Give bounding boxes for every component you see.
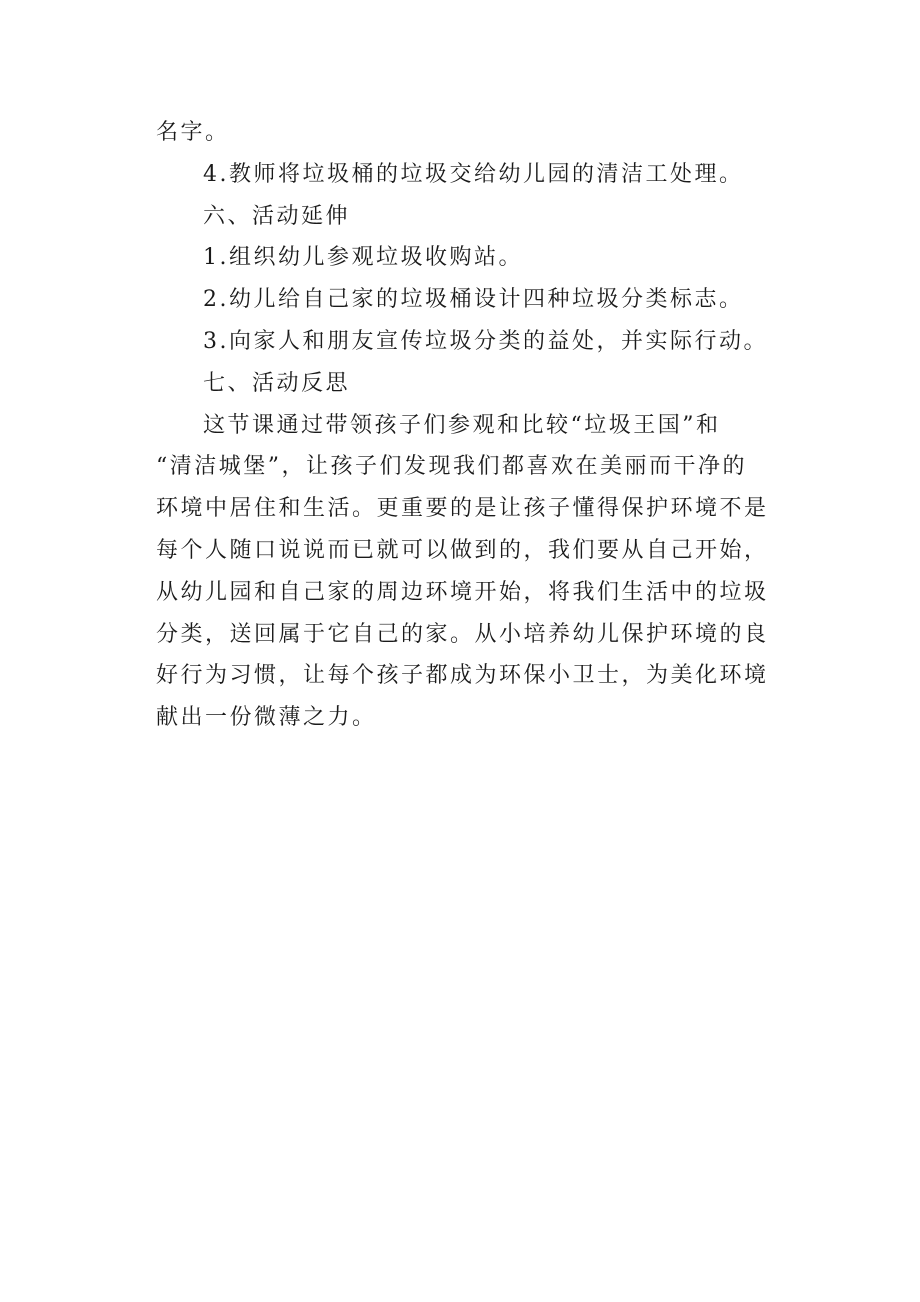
paragraph-line: 好行为习惯，让每个孩子都成为环保小卫士，为美化环境 <box>156 663 769 689</box>
paragraph-line: 这节课通过带领孩子们参观和比较“垃圾王国”和 <box>203 412 721 438</box>
document-body <box>156 112 776 739</box>
paragraph-line: 分类，送回属于它自己的家。从小培养幼儿保护环境的良 <box>156 621 769 647</box>
text-line: 3.向家人和朋友宣传垃圾分类的益处，并实际行动。 <box>203 328 768 354</box>
text-line: 2.幼儿给自己家的垃圾桶设计四种垃圾分类标志。 <box>203 287 744 313</box>
paragraph-line: 从幼儿园和自己家的周边环境开始，将我们生活中的垃圾 <box>156 579 769 605</box>
text-line: 4.教师将垃圾桶的垃圾交给幼儿园的清洁工处理。 <box>203 161 744 187</box>
paragraph-line: 环境中居住和生活。更重要的是让孩子懂得保护环境不是 <box>156 496 769 522</box>
section-heading: 六、活动延伸 <box>203 203 351 229</box>
text-line: 1.组织幼儿参观垃圾收购站。 <box>203 245 523 271</box>
text-line: 名字。 <box>156 120 230 145</box>
paragraph-line: 每个人随口说说而已就可以做到的，我们要从自己开始， <box>156 537 769 563</box>
section-heading: 七、活动反思 <box>203 370 351 396</box>
paragraph-line: “清洁城堡”，让孩子们发现我们都喜欢在美丽而干净的 <box>156 454 747 480</box>
paragraph-line: 献出一份微薄之力。 <box>156 705 377 731</box>
